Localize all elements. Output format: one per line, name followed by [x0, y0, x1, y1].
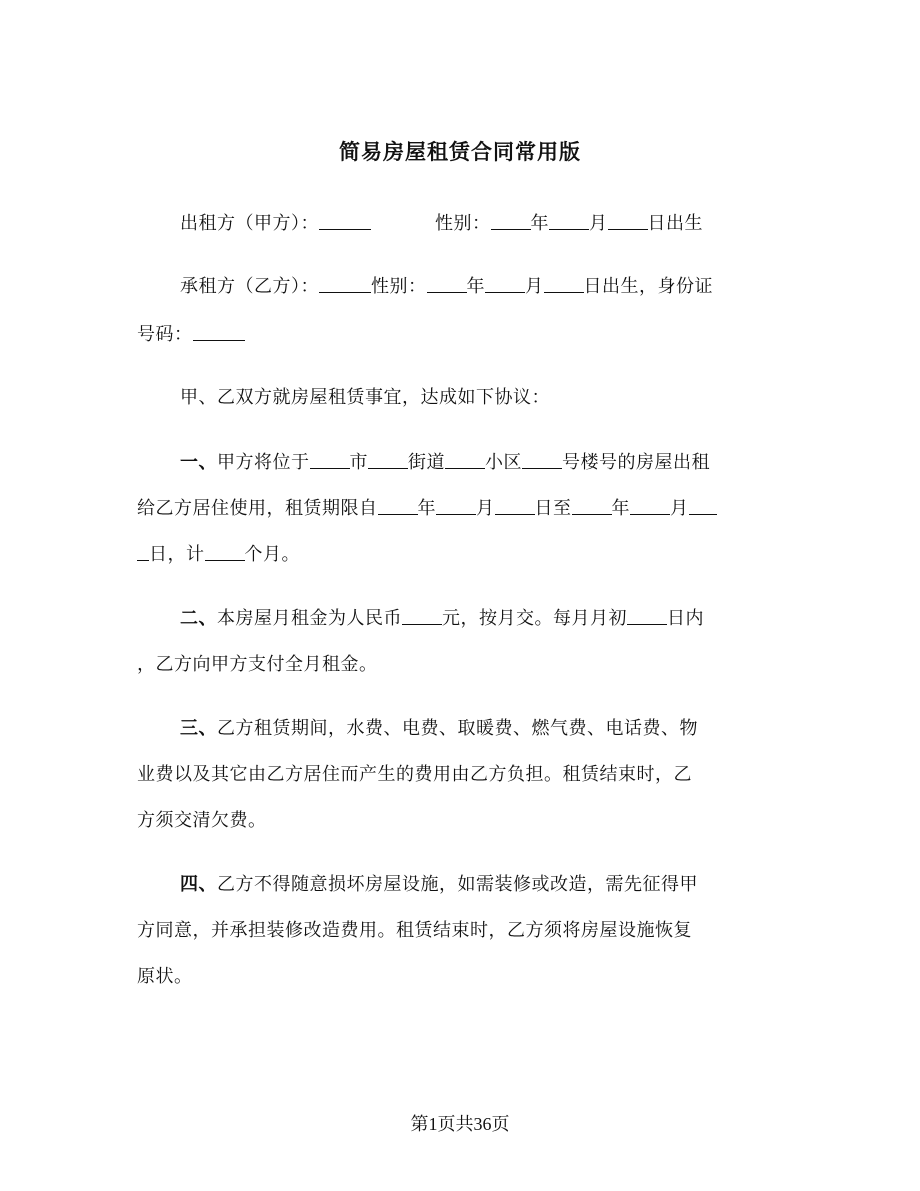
blank [608, 211, 648, 230]
clause2-line2: ，乙方向甲方支付全月租金。 [137, 654, 378, 675]
lessor-line [180, 205, 830, 243]
lessor-label: 出租方（甲方）： [180, 213, 319, 234]
blank [402, 606, 442, 625]
clause4-line1 [180, 866, 830, 904]
clause-text: 年 [611, 498, 630, 519]
blank [436, 496, 476, 515]
lessee-label: 承租方（乙方）： [180, 276, 319, 297]
blank [378, 496, 418, 515]
clause3-line1 [180, 710, 830, 748]
lessee-gender-label: 性别： [371, 276, 427, 297]
blank [544, 274, 584, 293]
clause1-line3 [137, 536, 787, 574]
clause-number: 一、 [180, 452, 217, 473]
blank [137, 542, 149, 561]
document-title: 简易房屋租赁合同常用版 [339, 139, 581, 164]
month-label: 月 [589, 213, 608, 234]
blank [495, 496, 535, 515]
lessee-line [180, 268, 830, 306]
page-number: 第1页共36页 [410, 1114, 510, 1134]
clause-text: 给乙方居住使用，租赁期限自 [137, 498, 378, 519]
clause2-line1 [180, 600, 830, 638]
blank [627, 606, 667, 625]
blank [549, 211, 589, 230]
id-blank [193, 322, 245, 341]
lessee-id-line [137, 316, 787, 354]
blank [572, 496, 612, 515]
lessor-gender-label: 性别： [435, 213, 491, 234]
birth-id-label: 日出生，身份证 [583, 276, 713, 297]
clause-text: 市 [349, 452, 368, 473]
blank [368, 450, 408, 469]
clause3-line3: 方须交清欠费。 [137, 810, 267, 831]
clause4-line3: 原状。 [137, 966, 193, 987]
clause-text: 号楼号的房屋出租 [562, 452, 710, 473]
clause-text: 日，计 [149, 544, 205, 565]
clause1-line1 [180, 444, 830, 482]
blank [310, 450, 350, 469]
clause-text: 本房屋月租金为人民币 [217, 608, 402, 629]
blank [427, 274, 467, 293]
blank [445, 450, 485, 469]
blank [205, 542, 245, 561]
clause-text: 甲方将位于 [217, 452, 310, 473]
clause-text: 月 [670, 498, 689, 519]
clause-text: 乙方租赁期间，水费、电费、取暖费、燃气费、电话费、物 [217, 718, 698, 739]
year-label: 年 [466, 276, 485, 297]
lessee-name-blank [319, 274, 371, 293]
clause-text: 乙方不得随意损坏房屋设施，如需装修或改造，需先征得甲 [217, 874, 698, 895]
month-label: 月 [525, 276, 544, 297]
year-label: 年 [530, 213, 549, 234]
lessor-name-blank [319, 211, 371, 230]
clause1-line2 [137, 490, 787, 528]
clause-text: 日至 [534, 498, 572, 519]
birth-label: 日出生 [647, 213, 703, 234]
clause-number: 三、 [180, 718, 217, 739]
clause-number: 二、 [180, 608, 217, 629]
clause-text: 街道 [408, 452, 445, 473]
blank [522, 450, 562, 469]
clause-text: 日内 [667, 608, 704, 629]
clause-text: 元，按月交。每月月初 [442, 608, 627, 629]
blank [630, 496, 670, 515]
blank [491, 211, 531, 230]
clause-number: 四、 [180, 874, 217, 895]
clause-text: 年 [417, 498, 436, 519]
id-label: 号码： [137, 324, 193, 345]
intro-text: 甲、乙双方就房屋租赁事宜，达成如下协议： [180, 387, 550, 408]
clause-text: 月 [476, 498, 495, 519]
blank [485, 274, 525, 293]
blank [689, 496, 717, 515]
clause3-line2: 业费以及其它由乙方居住而产生的费用由乙方负担。租赁结束时，乙 [137, 764, 692, 785]
clause4-line2: 方同意，并承担装修改造费用。租赁结束时，乙方须将房屋设施恢复 [137, 920, 692, 941]
clause-text: 小区 [485, 452, 522, 473]
clause-text: 个月。 [244, 544, 300, 565]
